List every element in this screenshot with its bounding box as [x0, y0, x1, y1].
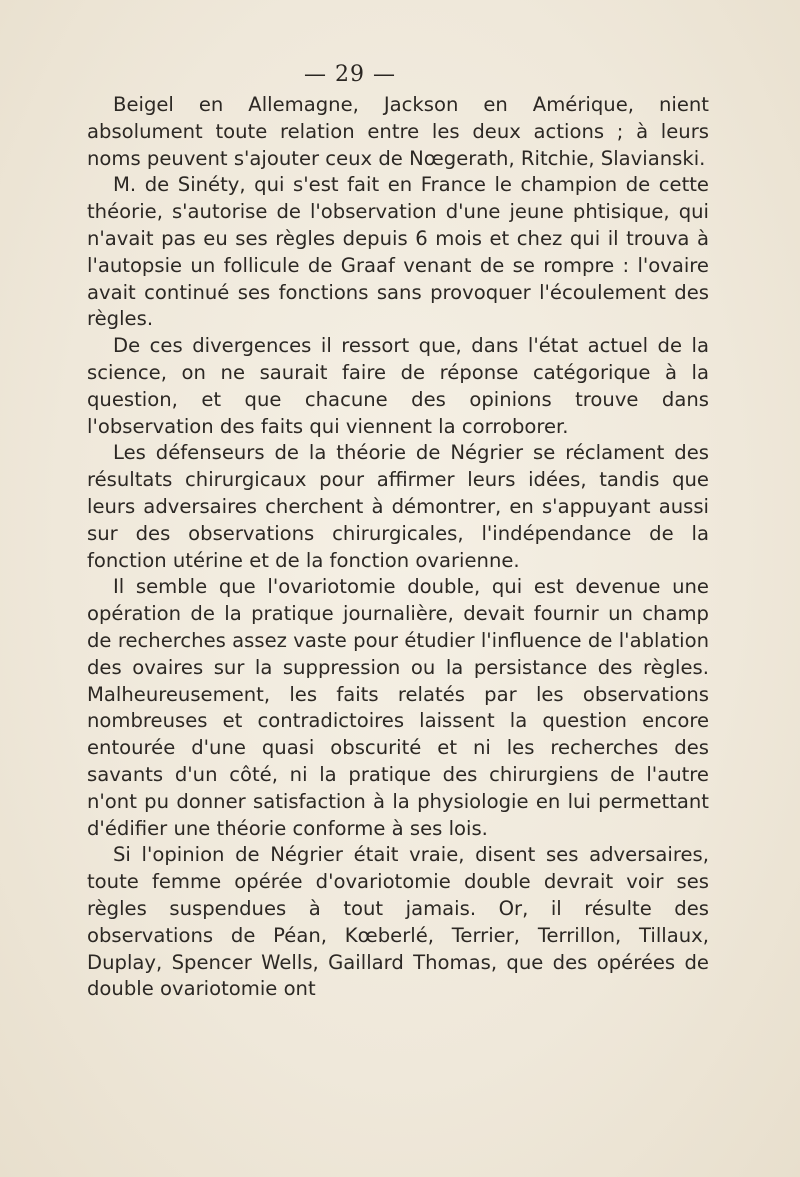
paragraph: Les défenseurs de la théorie de Négrier se réclament des résultats chirurgicaux pour affirmer leurs idées, tandis que leurs adversaires cherchent à démontrer, en s'appuyant aussi sur des observations chirurgicales, l'indépendance de la fonction utérine et de la fonction ovarienne.: [87, 441, 709, 572]
page-number: — 29 —: [304, 62, 396, 87]
paragraph: Si l'opinion de Négrier était vraie, disent ses adversaires, toute femme opérée d'ovariotomie double devrait voir ses règles suspendues à tout jamais. Or, il résulte des observations de Péan, Kœberlé, Terrier, Terrillon, Tillaux, Duplay, Spencer Wells, Gaillard Thomas, que des opérées de double ovariotomie ont: [87, 843, 709, 1001]
paragraph: De ces divergences il ressort que, dans l'état actuel de la science, on ne saurait faire de réponse catégorique à la question, et que chacune des opinions trouve dans l'observation des faits qui viennent la corroborer.: [87, 334, 709, 438]
paragraph: Il semble que l'ovariotomie double, qui est devenue une opération de la pratique journalière, devait fournir un champ de recherches assez vaste pour étudier l'influence de l'ablation des ovaires sur la suppression ou la persistance des règles. Malheureusement, les faits relatés par les observations nombreuses et contradictoires laissent la question encore entourée d'une quasi obscurité et ni les recherches des savants d'un côté, ni la pratique des chirurgiens de l'autre n'ont pu donner satisfaction à la physiologie en lui permettant d'édifier une théorie conforme à ses lois.: [87, 575, 709, 840]
paragraph: M. de Sinéty, qui s'est fait en France le champion de cette théorie, s'autorise de l'observation d'une jeune phtisique, qui n'avait pas eu ses règles depuis 6 mois et chez qui il trouva à l'autopsie un follicule de Graaf venant de se rompre : l'ovaire avait continué ses fonctions sans provoquer l'écoulement des règles.: [87, 173, 709, 331]
body-text: [87, 92, 709, 1003]
paragraph: Beigel en Allemagne, Jackson en Amérique, nient absolument toute relation entre les deux actions ; à leurs noms peuvent s'ajouter ceux de Nœgerath, Ritchie, Slavianski.: [87, 93, 709, 170]
